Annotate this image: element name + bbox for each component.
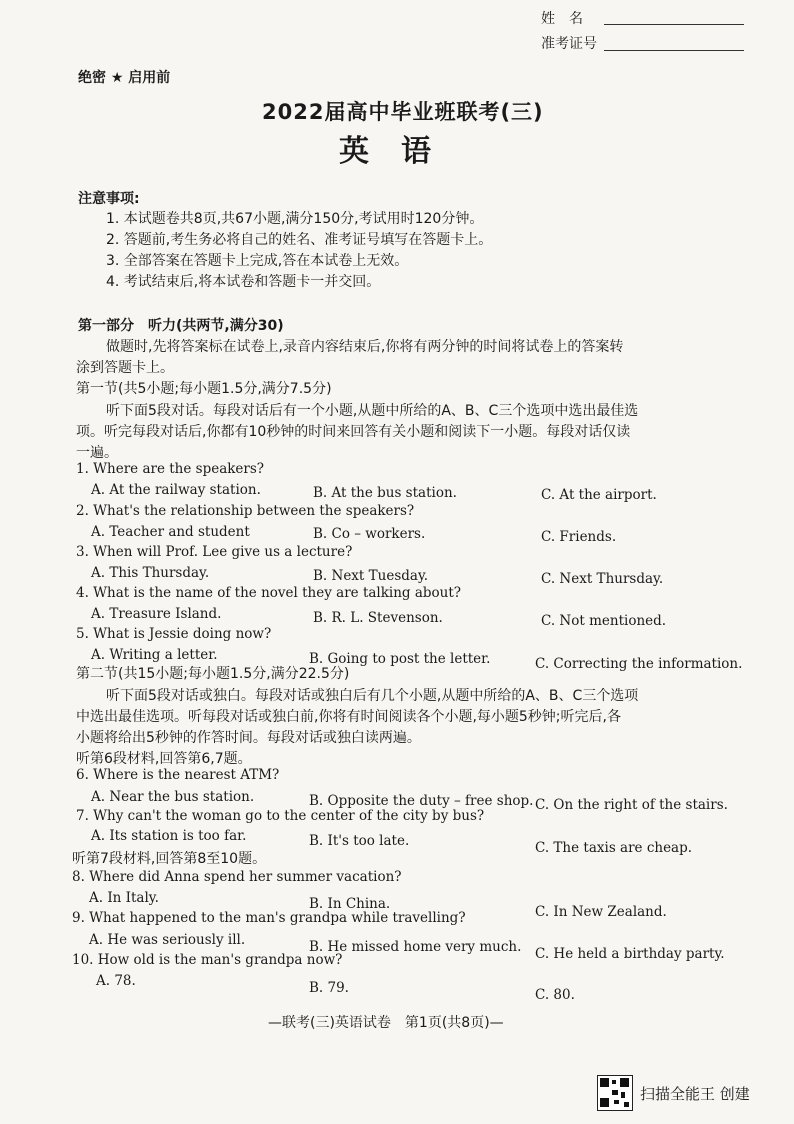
option-c: C. Correcting the information.: [535, 656, 743, 672]
name-underline: [604, 24, 744, 25]
qr-code-icon: [597, 1075, 633, 1111]
option-c: C. Next Thursday.: [541, 571, 664, 587]
section2-heading: 第二节(共15小题;每小题1.5分,满分22.5分): [76, 666, 350, 682]
option-a: A. Its station is too far.: [91, 828, 247, 844]
notes-item: 3. 全部答案在答题卡上完成,答在本试卷上无效。: [106, 253, 409, 269]
option-a: A. Teacher and student: [91, 524, 250, 540]
option-b: B. Opposite the duty – free shop.: [309, 793, 534, 809]
exam-number-underline: [604, 50, 744, 51]
option-b: B. Next Tuesday.: [313, 568, 429, 584]
section1-instructions: 听下面5段对话。每段对话后有一个小题,从题中所给的A、B、C三个选项中选出最佳选: [106, 403, 639, 419]
question-3: 3. When will Prof. Lee give us a lecture?: [76, 544, 353, 560]
option-c: C. Not mentioned.: [541, 613, 667, 629]
option-b: B. Co – workers.: [313, 526, 426, 542]
question-2: 2. What's the relationship between the speakers?: [76, 503, 415, 519]
option-c: C. He held a birthday party.: [535, 946, 725, 962]
material-label: 听第7段材料,回答第8至10题。: [72, 851, 267, 867]
question-1: 1. Where are the speakers?: [76, 461, 265, 477]
notes-item: 1. 本试题卷共8页,共67小题,满分150分,考试用时120分钟。: [106, 211, 484, 227]
option-b: B. In China.: [309, 896, 391, 912]
exam-number-label: 准考证号: [541, 36, 597, 52]
option-a: A. 78.: [96, 973, 136, 989]
option-c: C. In New Zealand.: [535, 904, 667, 920]
option-c: C. Friends.: [541, 529, 617, 545]
section1-instructions: 一遍。: [76, 445, 118, 461]
option-a: A. Writing a letter.: [91, 647, 218, 663]
section2-instructions: 听下面5段对话或独白。每段对话或独白后有几个小题,从题中所给的A、B、C三个选项: [106, 688, 639, 704]
option-a: A. At the railway station.: [91, 482, 261, 498]
option-b: B. It's too late.: [309, 833, 410, 849]
option-b: B. At the bus station.: [313, 485, 457, 501]
section2-instructions: 中选出最佳选项。听每段对话或独白前,你将有时间阅读各个小题,每小题5秒钟;听完后,各: [76, 709, 621, 725]
subject-title: 英语: [339, 134, 463, 169]
option-a: A. Treasure Island.: [91, 606, 222, 622]
secret-label: 绝密 ★ 启用前: [78, 70, 171, 86]
option-a: A. He was seriously ill.: [89, 932, 246, 948]
option-b: B. Going to post the letter.: [309, 651, 491, 667]
notes-item: 4. 考试结束后,将本试卷和答题卡一并交回。: [106, 274, 381, 290]
question-10: 10. How old is the man's grandpa now?: [72, 952, 343, 968]
question-5: 5. What is Jessie doing now?: [76, 626, 272, 642]
option-b: B. 79.: [309, 980, 349, 996]
material-label: 听第6段材料,回答第6,7题。: [76, 751, 252, 767]
option-c: C. At the airport.: [541, 487, 657, 503]
scanner-watermark: 扫描全能王 创建: [640, 1085, 750, 1103]
part1-heading: 第一部分 听力(共两节,满分30): [78, 318, 284, 334]
option-b: B. He missed home very much.: [309, 939, 522, 955]
page-footer: —联考(三)英语试卷 第1页(共8页)—: [268, 1015, 504, 1031]
option-c: C. The taxis are cheap.: [535, 840, 693, 856]
part1-intro: 涂到答题卡上。: [76, 360, 174, 376]
section1-instructions: 项。听完每段对话后,你都有10秒钟的时间来回答有关小题和阅读下一小题。每段对话仅读: [76, 424, 631, 440]
name-label: 姓 名: [541, 11, 583, 27]
section1-heading: 第一节(共5小题;每小题1.5分,满分7.5分): [76, 381, 332, 397]
section2-instructions: 小题将给出5秒钟的作答时间。每段对话或独白读两遍。: [76, 730, 421, 746]
notes-heading: 注意事项:: [78, 191, 140, 207]
option-c: C. 80.: [535, 987, 575, 1003]
question-4: 4. What is the name of the novel they are talking about?: [76, 585, 462, 601]
question-6: 6. Where is the nearest ATM?: [76, 767, 280, 783]
part1-intro: 做题时,先将答案标在试卷上,录音内容结束后,你将有两分钟的时间将试卷上的答案转: [106, 339, 624, 355]
question-8: 8. Where did Anna spend her summer vacation?: [72, 869, 402, 885]
notes-item: 2. 答题前,考生务必将自己的姓名、准考证号填写在答题卡上。: [106, 232, 493, 248]
exam-title: 2022届高中毕业班联考(三): [262, 100, 544, 124]
option-a: A. This Thursday.: [91, 565, 210, 581]
question-9: 9. What happened to the man's grandpa while travelling?: [72, 910, 466, 926]
question-7: 7. Why can't the woman go to the center of the city by bus?: [76, 808, 485, 824]
option-b: B. R. L. Stevenson.: [313, 610, 443, 626]
option-a: A. Near the bus station.: [91, 789, 255, 805]
option-a: A. In Italy.: [89, 890, 159, 906]
option-c: C. On the right of the stairs.: [535, 797, 728, 813]
